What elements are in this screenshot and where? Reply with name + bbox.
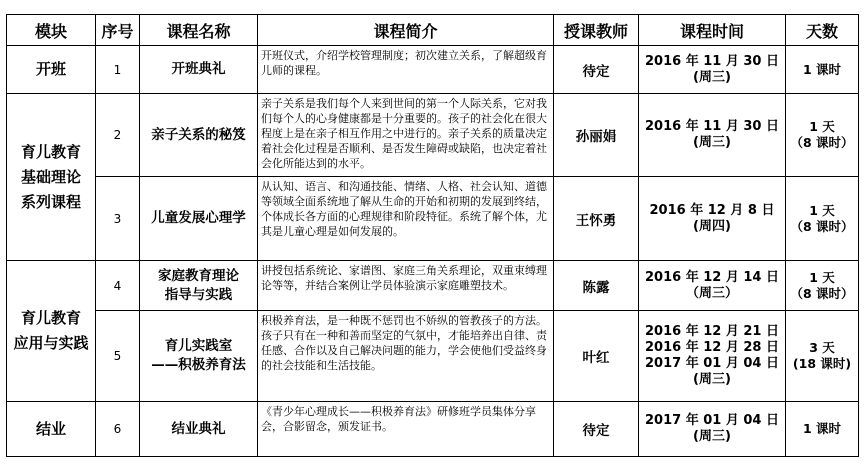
course-name-line: 结业典礼 <box>171 420 226 437</box>
course-intro-paragraph: 孩子只有在一种和善而坚定的气氛中，才能培养出自律、责任感、合作以及自己解决问题的能力，学会使他们受益终身的社会技能和生活技能。 <box>261 329 547 372</box>
course-date: 2016 年 12 月 8 日 <box>649 202 775 218</box>
course-intro: 《青少年心理成长——积极养育法》研修班学员集体分享会，合影留念，颁发证书。 <box>258 402 554 457</box>
header-row <box>7 15 859 46</box>
days <box>786 177 859 261</box>
module-close: 结业 <box>7 402 96 457</box>
module-line: 系列课程 <box>20 192 81 211</box>
teacher: 待定 <box>554 46 639 94</box>
header-course-name: 课程名称 <box>140 15 258 46</box>
table-row <box>7 94 859 177</box>
days-line: （8 课时） <box>790 218 854 234</box>
header-course-time: 课程时间 <box>639 15 786 46</box>
days-line: 1 天 <box>809 202 835 218</box>
table-row <box>7 261 859 311</box>
row-number: 4 <box>96 261 140 311</box>
course-name <box>140 94 258 177</box>
course-intro: 讲授包括系统论、家谱图、家庭三角关系理论，双重束缚理论等等，并结合案例让学员体验演示家庭雕塑技术。 <box>258 261 554 311</box>
course-weekday: (周三) <box>693 69 731 85</box>
course-name-line: 家庭教育理论 <box>158 267 239 284</box>
course-name-line: ——积极养育法 <box>151 357 246 373</box>
course-name <box>140 311 258 402</box>
course-name-line: 亲子关系的秘笈 <box>151 126 246 143</box>
teacher: 孙丽娟 <box>554 94 639 177</box>
course-time <box>639 46 786 94</box>
header-module: 模块 <box>7 15 96 46</box>
course-weekday: (周三) <box>693 135 731 150</box>
row-number: 3 <box>96 177 140 261</box>
course-date: 2016 年 11 月 30 日 <box>645 119 779 134</box>
course-time <box>639 94 786 177</box>
course-date: 2017 年 01 月 04 日 <box>645 413 779 428</box>
course-weekday: (周三) <box>693 429 731 444</box>
table-row <box>7 177 859 261</box>
days-line: 3 天 <box>809 340 835 355</box>
course-intro <box>258 311 554 402</box>
course-intro: 开班仪式，介绍学校管理制度；初次建立关系，了解超级育儿师的课程。 <box>258 46 554 94</box>
course-weekday: (周三) <box>693 372 731 387</box>
course-weekday: （周三） <box>685 285 738 301</box>
row-number: 2 <box>96 94 140 177</box>
days-line: （8 课时） <box>790 135 854 150</box>
course-time <box>639 402 786 457</box>
module-theory <box>7 94 96 261</box>
row-number: 5 <box>96 311 140 402</box>
course-time <box>639 311 786 402</box>
course-name <box>140 177 258 261</box>
course-name-line: 育儿实践室 <box>164 338 233 354</box>
course-name-line: 指导与实践 <box>164 286 233 303</box>
module-line: 基础理论 <box>20 167 81 186</box>
days-line: 1 天 <box>809 119 835 134</box>
table-row <box>7 46 859 94</box>
days <box>786 46 859 94</box>
days <box>786 261 859 311</box>
row-number: 1 <box>96 46 140 94</box>
course-name-line: 开班典礼 <box>171 61 226 77</box>
teacher: 叶红 <box>554 311 639 402</box>
course-intro: 从认知、语言、和沟通技能、情绪、人格、社会认知、道德等领域全面系统地了解从生命的开始和初期的发展到终结，个体成长各方面的心理规律和阶段特征。系统了解个体，尤其是儿童心理是如何发展的。 <box>258 177 554 261</box>
header-number: 序号 <box>96 15 140 46</box>
days-line: （8 课时） <box>790 285 854 301</box>
table-row <box>7 311 859 402</box>
course-date: 2016 年 12 月 14 日 <box>645 269 779 285</box>
course-schedule-table <box>6 14 859 457</box>
course-date: 2016 年 11 月 30 日 <box>645 53 779 69</box>
days <box>786 94 859 177</box>
header-teacher: 授课教师 <box>554 15 639 46</box>
course-intro: 亲子关系是我们每个人来到世间的第一个人际关系，它对我们每个人的心身健康都是十分重要的。孩子的社会化在很大程度上是在亲子相互作用之中进行的。亲子关系的质量决定着社会化过程是否顺利、是否发生障碍或缺陷，也决定着社会化所能达到的水平。 <box>258 94 554 177</box>
days-line: 1 天 <box>809 269 835 285</box>
course-date: 2016 年 12 月 28 日 <box>645 340 779 355</box>
row-number: 6 <box>96 402 140 457</box>
days <box>786 311 859 402</box>
module-line: 育儿教育 <box>20 142 81 161</box>
days <box>786 402 859 457</box>
days-line: (18 课时) <box>792 356 852 371</box>
header-days: 天数 <box>786 15 859 46</box>
course-name <box>140 46 258 94</box>
module-practice <box>7 261 96 402</box>
course-time <box>639 177 786 261</box>
days-line: 1 课时 <box>802 61 842 77</box>
teacher: 陈露 <box>554 261 639 311</box>
header-course-intro: 课程简介 <box>258 15 554 46</box>
course-name <box>140 402 258 457</box>
module-open: 开班 <box>7 46 96 94</box>
course-intro-paragraph: 积极养育法，是一种既不惩罚也不娇纵的管教孩子的方法。 <box>261 314 547 327</box>
course-name-line: 儿童发展心理学 <box>151 210 246 226</box>
course-weekday: (周四) <box>693 218 731 234</box>
course-date: 2016 年 12 月 21 日 <box>645 324 779 339</box>
module-line: 育儿教育 <box>20 309 81 327</box>
teacher: 王怀勇 <box>554 177 639 261</box>
course-time <box>639 261 786 311</box>
days-line: 1 课时 <box>802 421 842 436</box>
course-name <box>140 261 258 311</box>
module-line: 应用与实践 <box>13 334 89 352</box>
table-row <box>7 402 859 457</box>
teacher: 待定 <box>554 402 639 457</box>
course-date: 2017 年 01 月 04 日 <box>645 356 779 371</box>
